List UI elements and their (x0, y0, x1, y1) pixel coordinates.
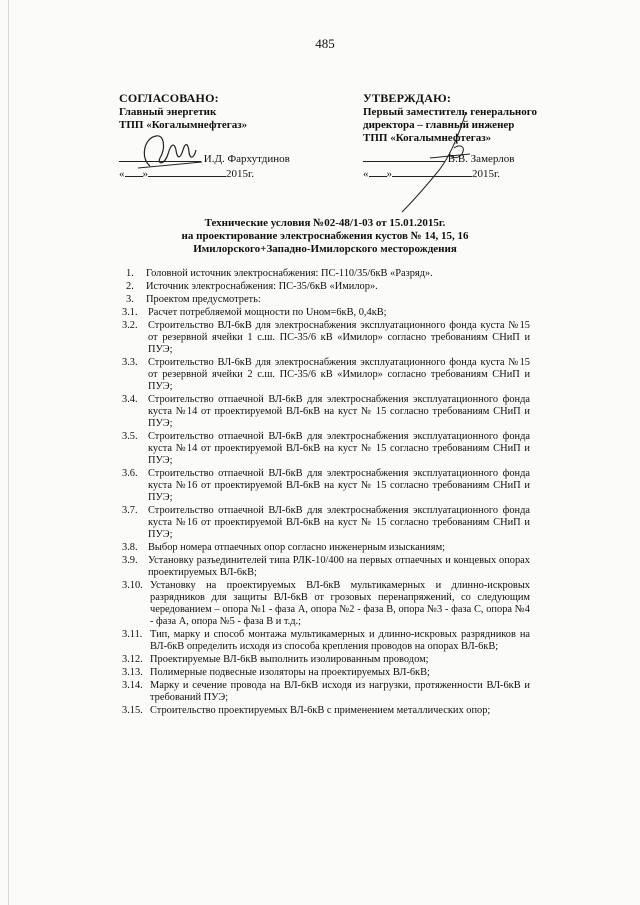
list-item: 3.2. Строительство ВЛ-6кВ для электроснабжения эксплуатационного фонда куста №15 от резервной ячейки 1 с.ш. ПС-35/6 кВ «Имилор» согласно требованиям СНиП и ПУЭ; (122, 320, 530, 355)
approval-block-agreed (119, 92, 309, 132)
title-line-2: на проектирование электроснабжения кустов № 14, 15, 16 (181, 230, 469, 242)
date-open-quote: « (363, 168, 369, 180)
page-number: 485 (315, 36, 335, 51)
title-line-1: Технические условия №02-48/1-03 от 15.01.2015г. (204, 217, 446, 229)
document-title (150, 217, 500, 256)
list-item: 3.11. Тип, марку и способ монтажа мультикамерных и длинно-искровых разрядников на ВЛ-6кВ определить исходя из способа крепления проводов на опорах ВЛ-6кВ; (122, 629, 530, 652)
list-item: 3.9. Установку разъединителей типа РЛК-10/400 на первых отпаечных и концевых опорах проектируемых ВЛ-6кВ; (122, 555, 530, 578)
approved-position-line2: директора – главный инженер (363, 119, 515, 131)
list-item: 1. Головной источник электроснабжения: ПС-110/35/6кВ «Разряд». (126, 268, 433, 279)
date-close-quote: » (142, 168, 148, 180)
list-item: 3.10. Установку на проектируемых ВЛ-6кВ мультикамерных и длинно-искровых разрядников для защиты ВЛ-6кВ от грозовых перенапряжений, со следующим чередованием – опора №1 - фаза А, опора №2 - фаза В, опора №3 - фаза С, опора №4 - фаза А, опора №5 - фаза В и т.д.; (122, 580, 530, 627)
approved-signer-name: В.В. Замерлов (447, 153, 515, 165)
list-item: 3.4. Строительство отпаечной ВЛ-6кВ для электроснабжения эксплуатационного фонда куста №14 от проектируемой ВЛ-6кВ на куст № 15 согласно требованиям СНиП и ПУЭ; (122, 394, 530, 429)
scan-edge-line (8, 0, 9, 905)
agreed-header: СОГЛАСОВАНО: (119, 91, 219, 105)
list-item: 3.15. Строительство проектируемых ВЛ-6кВ с применением металлических опор; (122, 705, 491, 716)
agreed-handwritten-signature (130, 128, 210, 174)
approved-handwritten-signature (370, 108, 480, 218)
requirements-list (122, 268, 530, 718)
approved-date-year: 2015г. (472, 168, 501, 180)
list-item: 3.7. Строительство отпаечной ВЛ-6кВ для электроснабжения эксплуатационного фонда куста №16 от проектируемой ВЛ-6кВ на куст № 15 согласно требованиям СНиП и ПУЭ; (122, 505, 530, 540)
approved-organization: ТПП «Когалымнефтегаз» (363, 132, 492, 144)
title-line-3: Имилорского+Западно-Имилорского месторождения (193, 243, 457, 255)
date-close-quote: » (386, 168, 392, 180)
list-item: 3. Проектом предусмотреть: (126, 294, 261, 305)
list-item: 3.5. Строительство отпаечной ВЛ-6кВ для электроснабжения эксплуатационного фонда куста №14 от проектируемой ВЛ-6кВ на куст № 15 согласно требованиям СНиП и ПУЭ; (122, 431, 530, 466)
list-item: 3.6. Строительство отпаечной ВЛ-6кВ для электроснабжения эксплуатационного фонда куста №16 от проектируемой ВЛ-6кВ на куст № 15 согласно требованиям СНиП и ПУЭ; (122, 468, 530, 503)
agreed-position: Главный энергетик (119, 106, 217, 118)
list-item: 3.14. Марку и сечение провода на ВЛ-6кВ исходя из нагрузки, протяженности ВЛ-6кВ и требований ПУЭ; (122, 680, 530, 703)
agreed-signer-name: И.Д. Фархутдинов (203, 153, 290, 165)
list-item: 3.8. Выбор номера отпаечных опор согласно инженерным изысканиям; (122, 542, 446, 553)
list-item: 2. Источник электроснабжения: ПС-35/6кВ «Имилор». (126, 281, 378, 292)
list-item: 3.3. Строительство ВЛ-6кВ для электроснабжения эксплуатационного фонда куста №15 от резервной ячейки 2 с.ш. ПС-35/6 кВ «Имилор» согласно требованиям СНиП и ПУЭ; (122, 357, 530, 392)
agreed-organization: ТПП «Когалымнефтегаз» (119, 119, 248, 131)
list-item: 3.12. Проектируемые ВЛ-6кВ выполнить изолированным проводом; (122, 654, 429, 665)
list-item: 3.1. Расчет потребляемой мощности по Uном=6кВ, 0,4кВ; (122, 307, 387, 318)
approved-position-line1: Первый заместитель генерального (363, 106, 537, 118)
list-item: 3.13. Полимерные подвесные изоляторы на проектируемых ВЛ-6кВ; (122, 667, 430, 678)
agreed-date-year: 2015г. (226, 168, 255, 180)
approved-header: УТВЕРЖДАЮ: (363, 91, 452, 105)
date-open-quote: « (119, 168, 125, 180)
